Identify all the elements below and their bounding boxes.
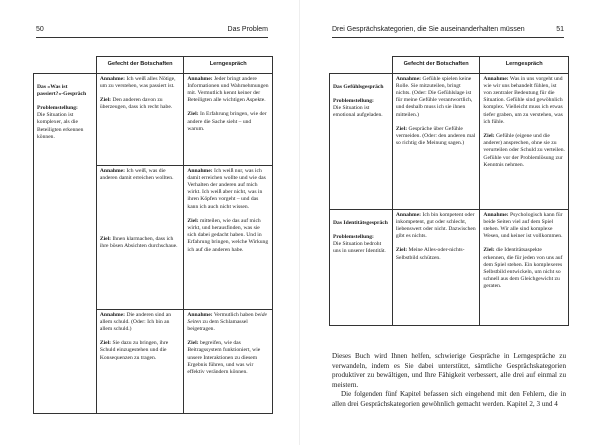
battle-cell bbox=[96, 74, 184, 166]
problem-text: Die Situation ist komplexer, als die Beteiligten erkennen können. bbox=[37, 112, 84, 140]
page-number-right: 51 bbox=[556, 26, 564, 33]
header-rule-left bbox=[36, 37, 268, 38]
assumption-text: Annahme: Gefühle spielen keine Rolle. Sie mitzuteilen, bringt nichts. (Oder: Die Gefühlslage ist für meine Gefühle verantwortlich, und deshalb muss ich sie ihnen mitteilen.) bbox=[395, 75, 473, 118]
battle-cell bbox=[392, 74, 480, 210]
assumption-text: Annahme: Die anderen sind an allem schuld. (Oder: Ich bin an allem schuld.) bbox=[99, 311, 172, 332]
learning-cell bbox=[184, 310, 273, 414]
goal-text: Ziel: Gefühle (eigene und die anderer) ansprechen, ohne sie zu verurteilen oder Schuld zu verteilen. Gefühle vor der Problemlösung zur Kenntnis nehmen. bbox=[483, 132, 565, 168]
category-cell bbox=[34, 74, 97, 414]
goal-text: Ziel: begreifen, wie das Beitragssystem funktioniert, wie unsere Interaktionen zu diesem Ergebnis führen, und was wir effektiv verändern können. bbox=[187, 340, 261, 375]
assumption-text: Annahme: Ich weiß alles Nötige, um zu verstehen, was passiert ist. bbox=[99, 75, 176, 89]
category-title: Das Gefühlsgespräch bbox=[333, 83, 384, 90]
goal-text: Ziel: Den anderen davon zu überzeugen, dass ich recht habe. bbox=[99, 96, 173, 111]
goal-text: Ziel: In Erfahrung bringen, wie der andere die Sache sieht – und warum. bbox=[187, 111, 267, 132]
comparison-table-right bbox=[329, 56, 569, 326]
running-head-right: Drei Gesprächskategorien, die Sie auseinanderhalten müssen bbox=[332, 26, 525, 33]
problem-heading: Problemstellung: bbox=[333, 97, 374, 104]
table-row bbox=[34, 74, 273, 166]
column-header-battle: Gefecht der Botschaften bbox=[96, 57, 184, 74]
learning-cell bbox=[184, 74, 273, 166]
assumption-text: Annahme: Ich weiß, was die anderen damit erreichen wollten. bbox=[99, 167, 174, 181]
battle-cell bbox=[392, 210, 480, 326]
assumption-text: Annahme: Was in uns vorgeht und wie wir uns behandelt fühlen, ist von zentraler Bedeutung für die Situation. Gefühle sind gewöhnlich komplex. Vielleicht muss ich etwas tiefer graben, um zu verstehen, was ich fühle. bbox=[483, 75, 563, 125]
category-title: Das »Was ist passiert?«-Gespräch bbox=[37, 83, 87, 97]
goal-text: Ziel: Gespräche über Gefühle vermeiden. (Oder: den anderen mal so richtig die Meinung sagen.) bbox=[395, 125, 476, 147]
problem-heading: Problemstellung: bbox=[37, 104, 78, 111]
running-head-left: Das Problem bbox=[227, 26, 268, 33]
goal-text: Ziel: Sie dazu zu bringen, ihre Schuld einzugestehen und die Konsequenzen zu tragen. bbox=[99, 340, 169, 361]
assumption-text: Annahme: Ich bin kompetent oder inkompetent, gut oder schlecht, liebenswert oder nicht. Dazwischen gibt es nichts. bbox=[395, 211, 476, 240]
page-number-left: 50 bbox=[36, 26, 44, 33]
table-row bbox=[330, 210, 569, 326]
table-header-row bbox=[330, 57, 569, 74]
goal-text: Ziel: mitteilen, wie das auf mich wirkt, und herausfinden, was sie sich dabei gedacht haben. Und in Erfahrung bringen, welche Wirkung ich auf die anderen habe. bbox=[187, 217, 269, 253]
paragraph: Dieses Buch wird Ihnen helfen, schwierige Gespräche in Lerngespräche zu verwandeln, indem es Sie dabei unterstützt, sämtliche Gesprächskategorien produktiver zu bewältigen, und Ihre Fähigkeit verbessert, alle drei auf einmal zu meistern. bbox=[332, 352, 566, 389]
goal-text: Ziel: Ihnen klarmachen, dass ich ihre bösen Absichten durchschaue. bbox=[99, 235, 178, 250]
category-title: Das Identitätsgespräch bbox=[333, 219, 388, 226]
category-cell bbox=[330, 210, 393, 326]
assumption-text: Annahme: Vermutlich haben beide Seiten zu dem Schlamassel beigetragen. bbox=[187, 311, 268, 332]
right-page bbox=[300, 0, 600, 445]
table-row bbox=[330, 74, 569, 210]
assumption-text: Annahme: Jeder bringt andere Informationen und Wahrnehmungen mit. Vermutlich kennt keiner der Beteiligten alle wichtigen Aspekte. bbox=[187, 75, 269, 104]
battle-cell bbox=[96, 310, 184, 414]
column-header-learning: Lerngespräch bbox=[184, 57, 273, 74]
comparison-table-left bbox=[33, 56, 273, 414]
learning-cell bbox=[480, 74, 569, 210]
goal-text: Ziel: Meine Alles-oder-nichts-Selbstbild schützen. bbox=[395, 247, 465, 261]
learning-cell bbox=[184, 166, 273, 310]
column-header-learning: Lerngespräch bbox=[480, 57, 569, 74]
goal-text: Ziel: die Identitätsaspekte erkennen, die für jeden von uns auf dem Spiel stehen. Ein komplexeres Selbstbild entwickeln, um nicht so schnell aus dem Gleichgewicht zu geraten. bbox=[483, 247, 563, 290]
battle-cell bbox=[96, 166, 184, 310]
table-corner bbox=[34, 57, 97, 74]
learning-cell bbox=[480, 210, 569, 326]
assumption-text: Annahme: Ich weiß nur, was ich damit erreichen wollte und wie das Verhalten der anderen auf mich wirkt. Ich weiß aber nicht, was in ihren Köpfen vorgeht – und das kann ich auch nicht wissen. bbox=[187, 167, 266, 210]
table-corner bbox=[330, 57, 393, 74]
column-header-battle: Gefecht der Botschaften bbox=[392, 57, 480, 74]
body-text bbox=[332, 352, 566, 410]
category-cell bbox=[330, 74, 393, 210]
table-header-row bbox=[34, 57, 273, 74]
header-rule-right bbox=[332, 37, 564, 38]
problem-heading: Problemstellung: bbox=[333, 233, 374, 240]
paragraph: Die folgenden fünf Kapitel befassen sich eingehend mit den Fehlern, die in allen drei Gesprächskategorien gewöhnlich gemacht werden. Kapitel 2, 3 und 4 bbox=[332, 390, 566, 408]
problem-text: Die Situation bedroht uns in unserer Identität. bbox=[333, 240, 386, 255]
assumption-text: Annahme: Psychologisch kann für beide Seiten viel auf dem Spiel stehen. Wir alle sind komplexe Wesen, und keiner ist vollkommen. bbox=[483, 211, 563, 240]
problem-text: Die Situation ist emotional aufgeladen. bbox=[333, 104, 383, 119]
